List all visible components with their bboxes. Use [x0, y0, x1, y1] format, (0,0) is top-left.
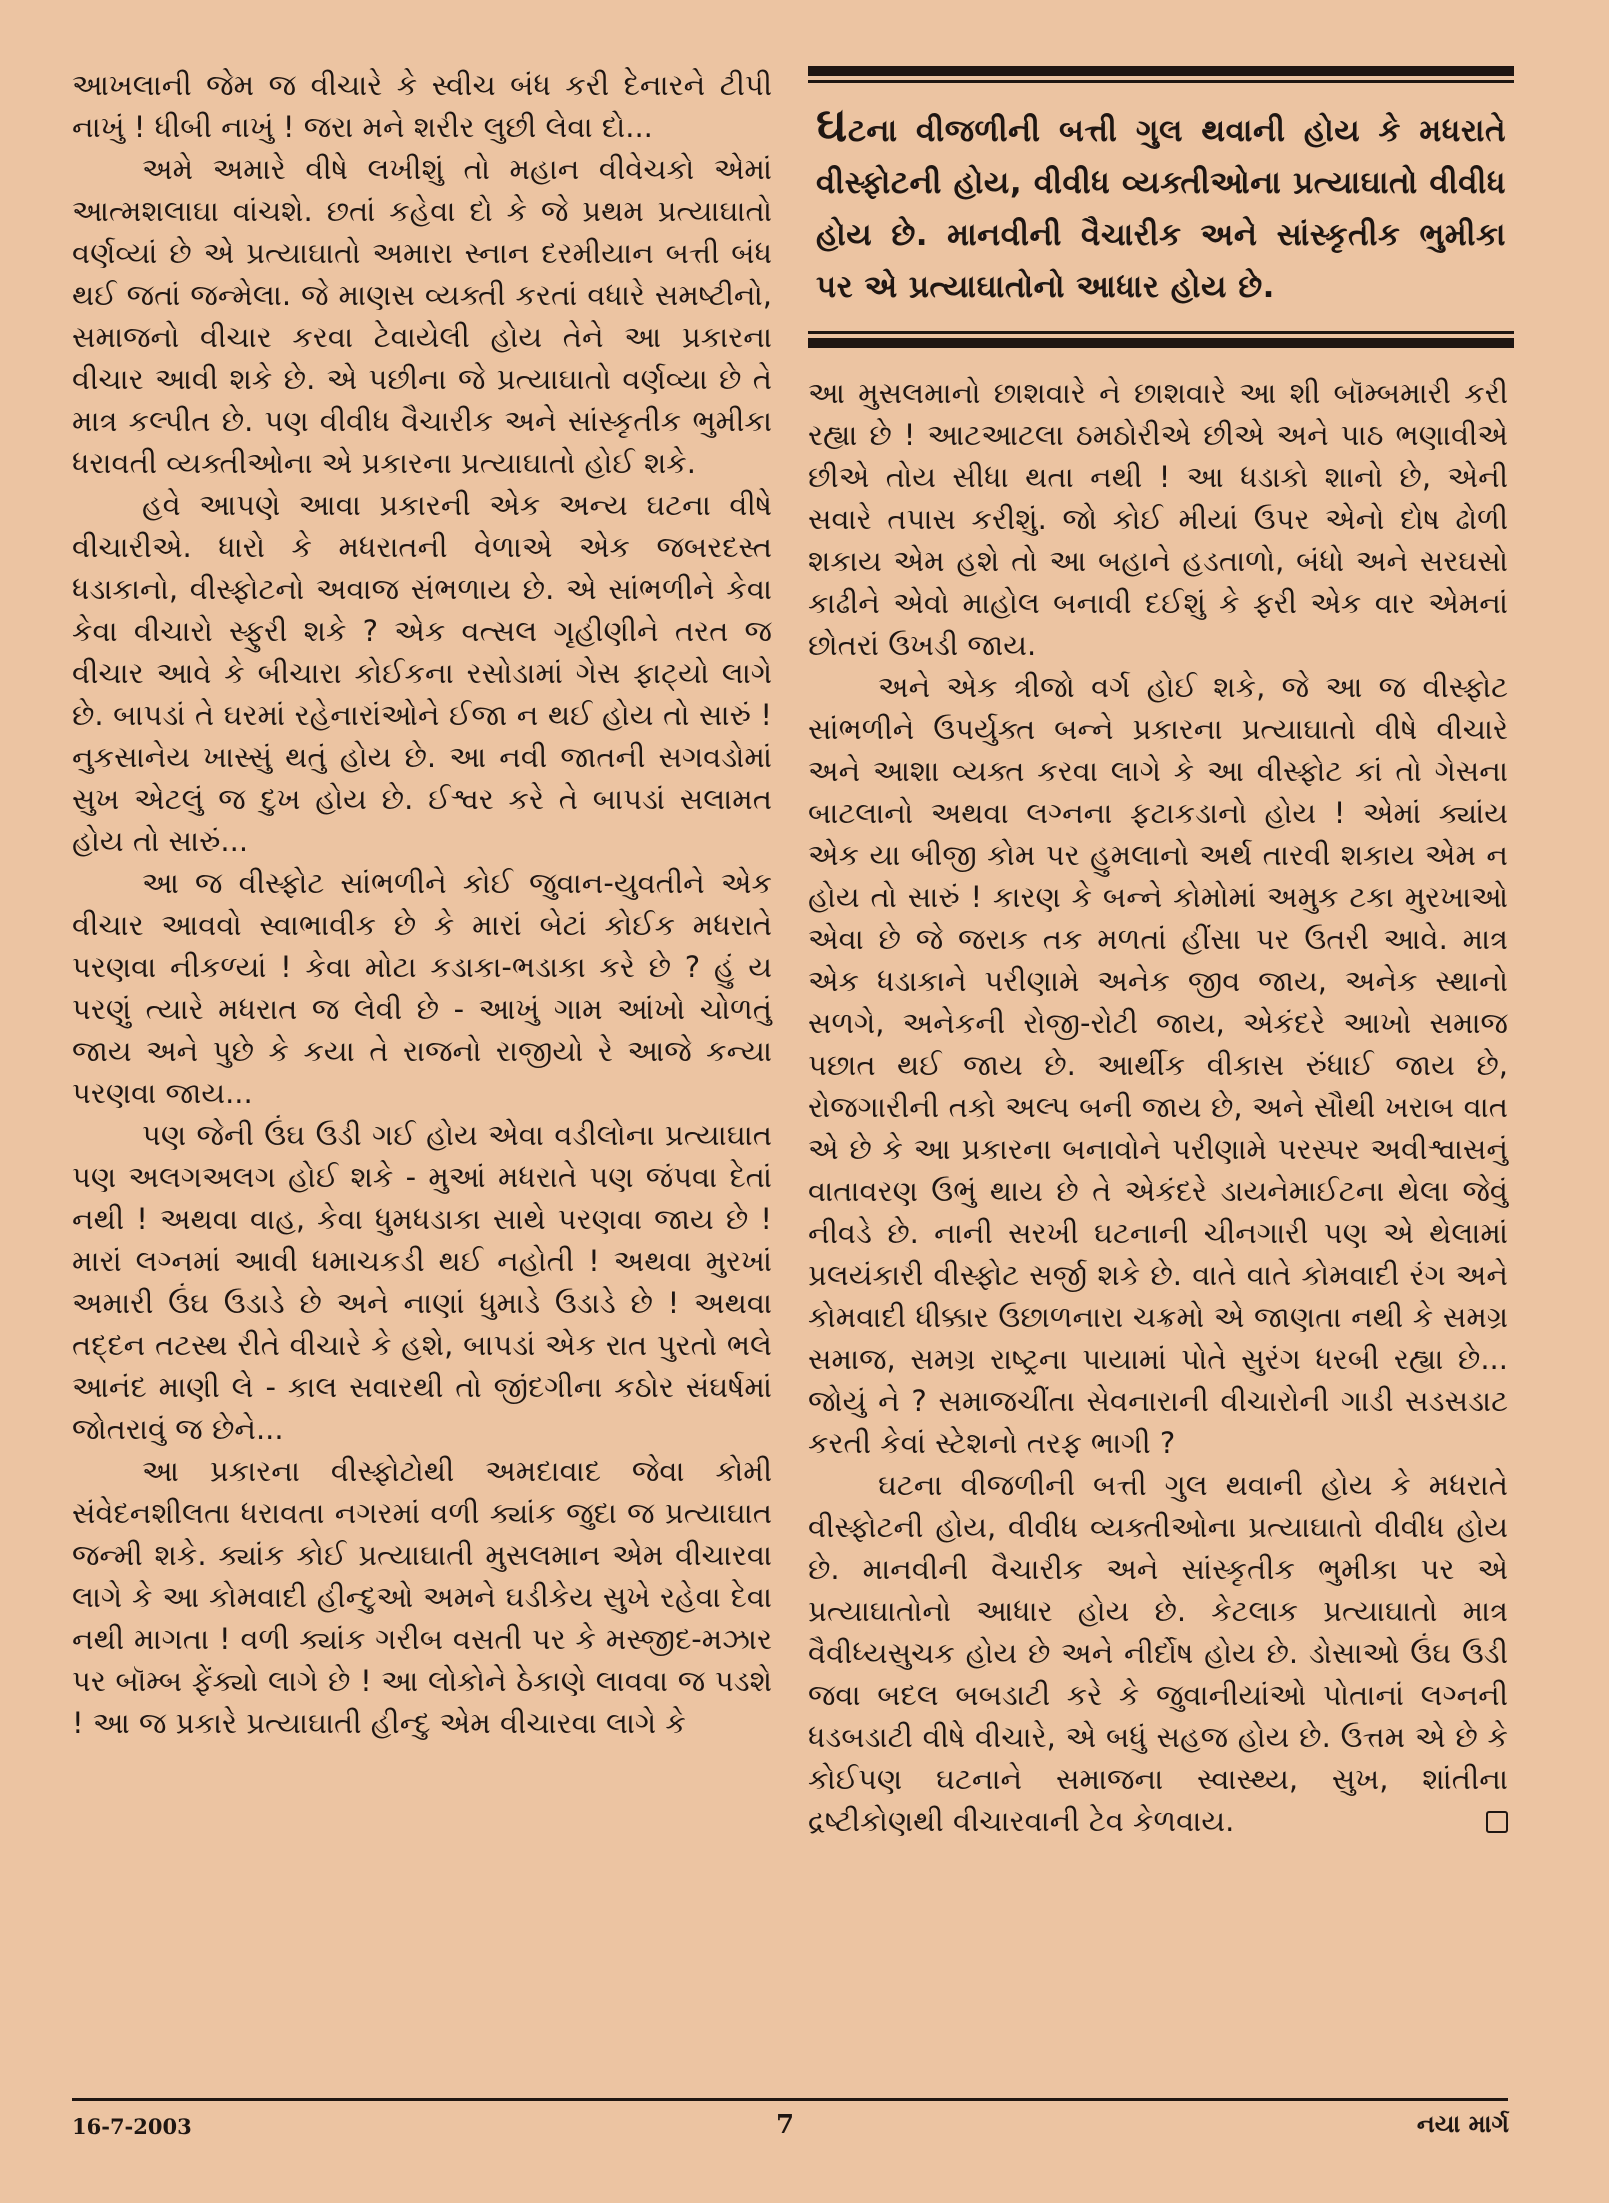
paragraph-final: [808, 1464, 1508, 1842]
pull-quote: [808, 66, 1514, 348]
end-mark-icon: [1486, 1811, 1508, 1833]
pull-quote-lead-letter: ઘ: [816, 97, 848, 153]
paragraph: અમે અમારે વીષે લખીશું તો મહાન વીવેચકો એમાં આત્મશલાઘા વાંચશે. છતાં કહેવા દો કે જે પ્રથમ પ્રત્યાઘાતો વર્ણવ્યાં છે એ પ્રત્યાઘાતો અમારા સ્નાન દરમીયાન બત્તી બંધ થઈ જતાં જન્મેલા. જે માણસ વ્યક્તી કરતાં વધારે સમષ્ટીનો, સમાજનો વીચાર કરવા ટેવાયેલી હોય તેને આ પ્રકારના વીચાર આવી શકે છે. એ પછીના જે પ્રત્યાઘાતો વર્ણવ્યા છે તે માત્ર કલ્પીત છે. પણ વીવીધ વૈચારીક અને સાંસ્કૃતીક ભુમીકા ધરાવતી વ્યક્તીઓના એ પ્રકારના પ્રત્યાઘાતો હોઈ શકે.: [72, 152, 772, 480]
page-number: 7: [776, 2110, 795, 2140]
paragraph: હવે આપણે આવા પ્રકારની એક અન્ય ઘટના વીષે વીચારીએ. ધારો કે મધરાતની વેળાએ એક જબરદસ્ત ધડાકાનો, વીસ્ફોટનો અવાજ સંભળાય છે. એ સાંભળીને કેવા કેવા વીચારો સ્ફુરી શકે ? એક વત્સલ ગૃહીણીને તરત જ વીચાર આવે કે બીચારા કોઈકના રસોડામાં ગેસ ફાટ્યો લાગે છે. બાપડાં તે ઘરમાં રહેનારાંઓને ઈજા ન થઈ હોય તો સારું ! નુકસાનેય ખાસ્સું થતું હોય છે. આ નવી જાતની સગવડોમાં સુખ એટલું જ દુખ હોય છે. ઈશ્વર કરે તે બાપડાં સલામત હોય તો સારું...: [72, 488, 772, 858]
left-column: [72, 64, 772, 1744]
right-column: [808, 372, 1508, 1842]
pull-quote-top-rule: [808, 66, 1514, 76]
paragraph-text: ઘટના વીજળીની બત્તી ગુલ થવાની હોય કે મધરાતે વીસ્ફોટની હોય, વીવીધ વ્યક્તીઓના પ્રત્યાઘાતો વીવીધ હોય છે. માનવીની વૈચારીક અને સાંસ્કૃતીક ભુમીકા પર એ પ્રત્યાઘાતોનો આધાર હોય છે. કેટલાક પ્રત્યાઘાતો માત્ર વૈવીધ્યસુચક હોય છે અને નીર્દોષ હોય છે. ડોસાઓ ઉંઘ ઉડી જવા બદલ બબડાટી કરે કે જુવાનીયાંઓ પોતાનાં લગ્નની ધડબડાટી વીષે વીચારે, એ બધું સહજ હોય છે. ઉત્તમ એ છે કે કોઈપણ ઘટનાને સમાજના સ્વાસ્થ્ય, સુખ, શાંતીના દ્રષ્ટીકોણથી વીચારવાની ટેવ કેળવાય.: [808, 1468, 1508, 1838]
paragraph: આખલાની જેમ જ વીચારે કે સ્વીચ બંધ કરી દેનારને ટીપી નાખું ! ધીબી નાખું ! જરા મને શરીર લુછી લેવા દો...: [72, 68, 772, 144]
footer-date: 16-7-2003: [72, 2114, 192, 2139]
paragraph: આ પ્રકારના વીસ્ફોટોથી અમદાવાદ જેવા કોમી સંવેદનશીલતા ધરાવતા નગરમાં વળી ક્યાંક જુદા જ પ્રત્યાઘાત જન્મી શકે. ક્યાંક કોઈ પ્રત્યાઘાતી મુસલમાન એમ વીચારવા લાગે કે આ કોમવાદી હીન્દુઓ અમને ઘડીકેય સુખે રહેવા દેવા નથી માગતા ! વળી ક્યાંક ગરીબ વસતી પર કે મસ્જીદ-મઝાર પર બૉમ્બ ફેંક્યો લાગે છે ! આ લોકોને ઠેકાણે લાવવા જ પડશે ! આ જ પ્રકારે પ્રત્યાઘાતી હીન્દુ એમ વીચારવા લાગે કે: [72, 1454, 772, 1740]
pull-quote-bottom-thin-rule: [808, 331, 1514, 334]
pull-quote-body: ટના વીજળીની બત્તી ગુલ થવાની હોય કે મધરાતે વીસ્ફોટની હોય, વીવીધ વ્યક્તીઓના પ્રત્યાઘાતો વીવીધ હોય છે. માનવીની વૈચારીક અને સાંસ્કૃતીક ભુમીકા પર એ પ્રત્યાઘાતોનો આધાર હોય છે.: [816, 113, 1506, 305]
paragraph: આ મુસલમાનો છાશવારે ને છાશવારે આ શી બૉમ્બમારી કરી રહ્યા છે ! આટઆટલા ઠમઠોરીએ છીએ અને પાઠ ભણાવીએ છીએ તોય સીધા થતા નથી ! આ ધડાકો શાનો છે, એની સવારે તપાસ કરીશું. જો કોઈ મીયાં ઉપર એનો દોષ ઢોળી શકાય એમ હશે તો આ બહાને હડતાળો, બંધો અને સરઘસો કાઢીને એવો માહોલ બનાવી દઈશું કે ફરી એક વાર એમનાં છોતરાં ઉખડી જાય.: [808, 376, 1508, 662]
publication-name: નયા માર્ગ: [1416, 2110, 1509, 2138]
footer-rule: [72, 2098, 1508, 2101]
pull-quote-bottom-rule: [808, 338, 1514, 348]
paragraph: અને એક ત્રીજો વર્ગ હોઈ શકે, જે આ જ વીસ્ફોટ સાંભળીને ઉપર્યુક્ત બન્ને પ્રકારના પ્રત્યાઘાતો વીષે વીચારે અને આશા વ્યક્ત કરવા લાગે કે આ વીસ્ફોટ કાં તો ગેસના બાટલાનો અથવા લગ્નના ફટાકડાનો હોય ! એમાં ક્યાંય એક યા બીજી કોમ પર હુમલાનો અર્થ તારવી શકાય એમ ન હોય તો સારું ! કારણ કે બન્ને કોમોમાં અમુક ટકા મુરખાઓ એવા છે જે જરાક તક મળતાં હીંસા પર ઉતરી આવે. માત્ર એક ધડાકાને પરીણામે અનેક જીવ જાય, અનેક સ્થાનો સળગે, અનેકની રોજી-રોટી જાય, એકંદરે આખો સમાજ પછાત થઈ જાય છે. આર્થીક વીકાસ રુંધાઈ જાય છે, રોજગારીની તકો અલ્પ બની જાય છે, અને સૌથી ખરાબ વાત એ છે કે આ પ્રકારના બનાવોને પરીણામે પરસ્પર અવીશ્વાસનું વાતાવરણ ઉભું થાય છે તે એકંદરે ડાયનેમાઈટના થેલા જેવું નીવડે છે. નાની સરખી ઘટનાની ચીનગારી પણ એ થેલામાં પ્રલયંકારી વીસ્ફોટ સર્જી શકે છે. વાતે વાતે કોમવાદી રંગ અને કોમવાદી ધીક્કાર ઉછાળનારા ચક્રમો એ જાણતા નથી કે સમગ્ર સમાજ, સમગ્ર રાષ્ટ્રના પાયામાં પોતે સુરંગ ધરબી રહ્યા છે... જોયું ને ? સમાજચીંતા સેવનારાની વીચારોની ગાડી સડસડાટ કરતી કેવાં સ્ટેશનો તરફ ભાગી ?: [808, 670, 1508, 1460]
paragraph: આ જ વીસ્ફોટ સાંભળીને કોઈ જુવાન-યુવતીને એક વીચાર આવવો સ્વાભાવીક છે કે મારાં બેટાં કોઈક મધરાતે પરણવા નીકળ્યાં ! કેવા મોટા કડાકા-ભડાકા કરે છે ? હું ય પરણું ત્યારે મધરાત જ લેવી છે - આખું ગામ આંખો ચોળતું જાય અને પુછે કે કયા તે રાજનો રાજીયો રે આજે કન્યા પરણવા જાય...: [72, 866, 772, 1110]
pull-quote-text: [808, 83, 1514, 329]
paragraph: પણ જેની ઉંઘ ઉડી ગઈ હોય એવા વડીલોના પ્રત્યાઘાત પણ અલગઅલગ હોઈ શકે - મુઆં મધરાતે પણ જંપવા દેતાં નથી ! અથવા વાહ, કેવા ધુમધડાકા સાથે પરણવા જાય છે ! મારાં લગ્નમાં આવી ધમાચકડી થઈ નહોતી ! અથવા મુરખાં અમારી ઉંઘ ઉડાડે છે અને નાણાં ધુમાડે ઉડાડે છે ! અથવા તદ્દન તટસ્થ રીતે વીચારે કે હશે, બાપડાં એક રાત પુરતો ભલે આનંદ માણી લે - કાલ સવારથી તો જીંદગીના કઠોર સંઘર્ષમાં જોતરાવું જ છેને...: [72, 1118, 772, 1446]
